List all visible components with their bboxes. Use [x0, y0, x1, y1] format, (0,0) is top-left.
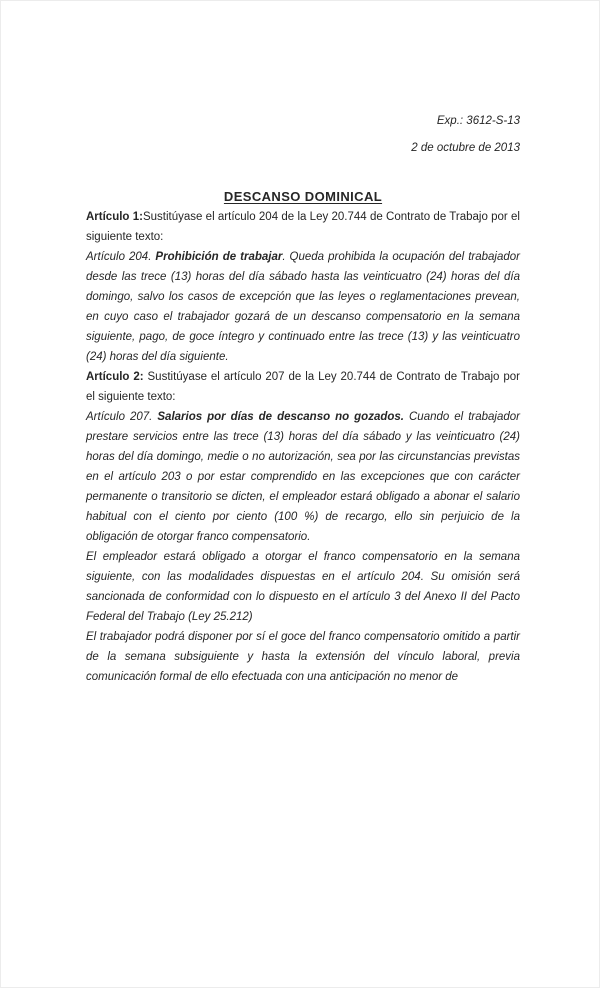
article-207-text: Cuando el trabajador prestare servicios entre las trece (13) horas del día sábado y las veinticuatro (24) horas del día domingo, medie o no autorización, sea por las circunstancias previstas en el artículo 203 o por estar comprendido en las excepciones que con carácter permanente o transitorio se dicten, el empleador estará obligado a abonar el salario habitual con el ciento por ciento (100 %) de recargo, ello sin perjuicio de la obligación de otorgar franco compensatorio. — [86, 411, 521, 543]
document-title: DESCANSO DOMINICAL — [223, 189, 383, 204]
expediente-number: Exp.: 3612-S-13 — [436, 115, 520, 127]
article-207-quoted-paragraph — [86, 407, 520, 547]
document-date: 2 de octubre de 2013 — [411, 142, 520, 154]
article-1-text: Sustitúyase el artículo 204 de la Ley 20.744 de Contrato de Trabajo por el siguiente texto: — [86, 211, 520, 243]
article-2-paragraph — [86, 367, 520, 407]
article-2-label: Artículo 2: — [86, 371, 144, 383]
article-207-heading: Salarios por días de descanso no gozados. — [157, 411, 404, 423]
article-204-quoted-paragraph — [86, 247, 520, 367]
worker-right-paragraph: El trabajador podrá disponer por sí el goce del franco compensatorio omitido a partir de la semana subsiguiente y hasta la extensión del vínculo laboral, previa comunicación formal de ello efectuada con una anticipación no menor de — [86, 631, 520, 683]
article-1-paragraph — [86, 207, 520, 247]
article-2-text: Sustitúyase el artículo 207 de la Ley 20.744 de Contrato de Trabajo por el siguiente texto: — [86, 371, 520, 403]
employer-obligation-paragraph: El empleador estará obligado a otorgar el franco compensatorio en la semana siguiente, con las modalidades dispuestas en el artículo 204. Su omisión será sancionada de conformidad con lo dispuesto en el artículo 3 del Anexo II del Pacto Federal del Trabajo (Ley 25.212) — [86, 551, 520, 623]
article-204-text: . Queda prohibida la ocupación del trabajador desde las trece (13) horas del día sábado hasta las veinticuatro (24) horas del día domingo, salvo los casos de excepción que las leyes o reglamentaciones prevean, en cuyo caso el trabajador gozará de un descanso compensatorio en la semana siguiente, pago, de goce íntegro y continuado entre las trece (13) y las veinticuatro (24) horas del día siguiente. — [86, 251, 521, 363]
article-1-label: Artículo 1: — [86, 211, 143, 223]
article-207-lead: Artículo 207. — [86, 411, 158, 423]
article-204-lead: Artículo 204. — [86, 251, 156, 263]
article-204-heading: Prohibición de trabajar — [155, 251, 283, 263]
